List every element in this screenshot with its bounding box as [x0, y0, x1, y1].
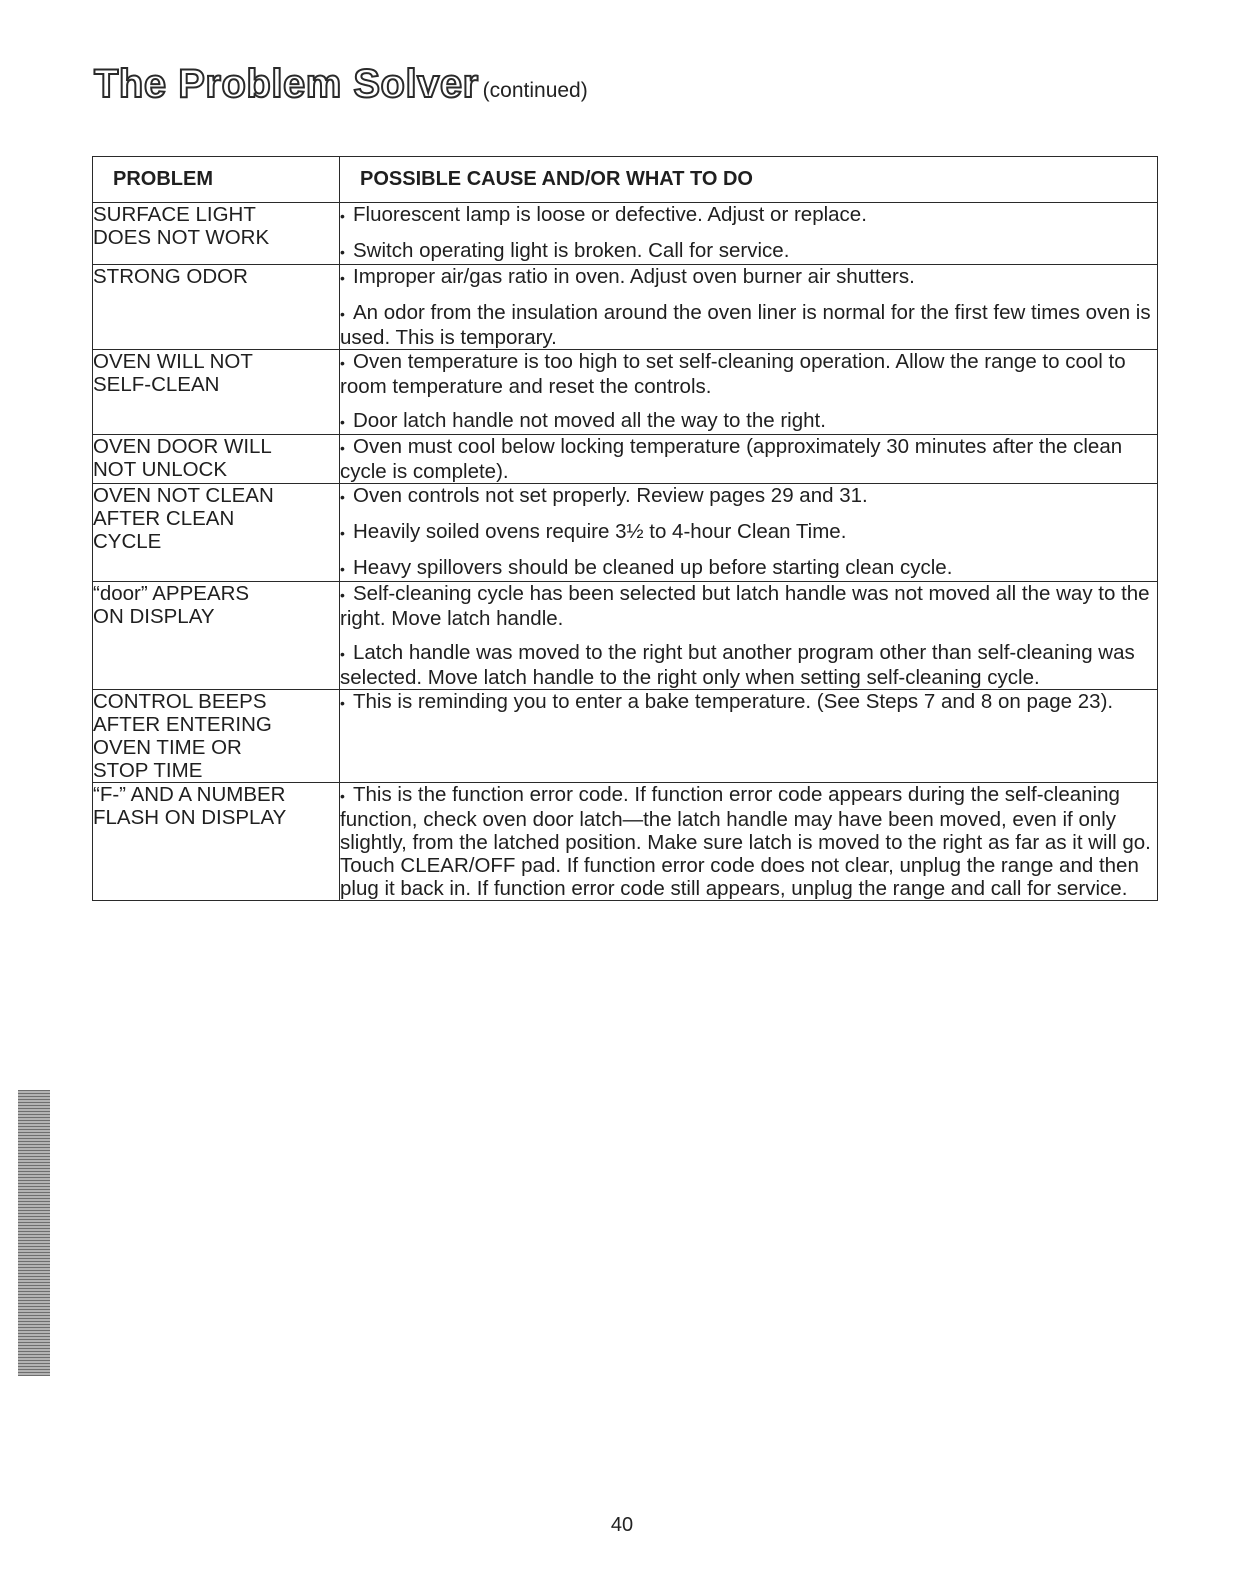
cause-item [340, 435, 1157, 483]
cause-item [340, 203, 1157, 228]
table-row [93, 265, 1158, 350]
cause-text: Latch handle was moved to the right but another program other than self-cleaning was selected. Move latch handle to the right only when setting self-cleaning cycle. [340, 641, 1135, 689]
table-row [93, 783, 1158, 901]
problem-text-line: SURFACE LIGHT [93, 203, 256, 226]
cause-item [340, 409, 1157, 434]
problem-cell [93, 435, 340, 484]
table-row [93, 350, 1158, 435]
problem-cell [93, 484, 340, 582]
problem-cell [93, 350, 340, 435]
problem-text-line: OVEN DOOR WILL [93, 435, 272, 458]
bullet-icon: • [340, 355, 345, 371]
cause-text: Switch operating light is broken. Call for service. [353, 239, 790, 262]
problem-text-line: OVEN TIME OR [93, 736, 242, 759]
problem-text-line: OVEN WILL NOT [93, 350, 253, 373]
cause-text: Fluorescent lamp is loose or defective. Adjust or replace. [353, 203, 867, 226]
problem-text-line: “F-” AND A NUMBER [93, 783, 286, 806]
cause-item [340, 265, 1157, 290]
cause-text: Heavy spillovers should be cleaned up before starting clean cycle. [353, 556, 953, 579]
cause-cell [340, 203, 1158, 265]
problem-cell [93, 582, 340, 690]
cause-cell [340, 690, 1158, 783]
cause-text: Oven controls not set properly. Review pages 29 and 31. [353, 484, 868, 507]
problem-text-line: NOT UNLOCK [93, 458, 228, 481]
problem-cell [93, 690, 340, 783]
bullet-icon: • [340, 788, 345, 804]
table-header-row [93, 157, 1158, 203]
cause-cell [340, 435, 1158, 484]
bullet-icon: • [340, 525, 345, 541]
bullet-icon: • [340, 440, 345, 456]
problem-cell [93, 783, 340, 901]
table-row [93, 690, 1158, 783]
page-title [94, 64, 588, 104]
header-problem: PROBLEM [93, 157, 340, 203]
cause-text: Door latch handle not moved all the way to the right. [353, 409, 826, 432]
cause-item [340, 783, 1157, 900]
cause-text: This is the function error code. If function error code appears during the self-cleaning function, check oven door latch—the latch handle may have been moved, even if only slightly, from the latched position. Make sure latch is moved to the right as far as it will go. Touch CLEAR/OFF pad. If function error code does not clear, unplug the range and then plug it back in. If function error code still appears, unplug the range and call for service. [340, 783, 1151, 900]
cause-text: An odor from the insulation around the oven liner is normal for the first few times oven is used. This is temporary. [340, 301, 1151, 349]
page-title-suffix: (continued) [482, 79, 588, 102]
table-row [93, 435, 1158, 484]
cause-text: Improper air/gas ratio in oven. Adjust oven burner air shutters. [353, 265, 915, 288]
cause-item [340, 301, 1157, 349]
bullet-icon: • [340, 244, 345, 260]
cause-text: Oven must cool below locking temperature (approximately 30 minutes after the clean cycle is complete). [340, 435, 1123, 483]
cause-text: Heavily soiled ovens require 3½ to 4-hour Clean Time. [353, 520, 847, 543]
cause-cell [340, 350, 1158, 435]
problem-text-line: AFTER CLEAN [93, 507, 235, 530]
cause-cell [340, 265, 1158, 350]
cause-item [340, 690, 1157, 715]
page-number: 40 [610, 1514, 634, 1536]
problem-text-line: OVEN NOT CLEAN [93, 484, 274, 507]
cause-text: Oven temperature is too high to set self-cleaning operation. Allow the range to cool to room temperature and reset the controls. [340, 350, 1126, 398]
cause-item [340, 556, 1157, 581]
problem-text-line: AFTER ENTERING [93, 713, 272, 736]
cause-cell [340, 582, 1158, 690]
problem-text-line: FLASH ON DISPLAY [93, 806, 287, 829]
cause-item [340, 520, 1157, 545]
cause-item [340, 582, 1157, 630]
bullet-icon: • [340, 561, 345, 577]
problem-cell [93, 203, 340, 265]
bullet-icon: • [340, 489, 345, 505]
cause-text: Self-cleaning cycle has been selected but latch handle was not moved all the way to the right. Move latch handle. [340, 582, 1150, 630]
problem-cell [93, 265, 340, 350]
problem-text-line: DOES NOT WORK [93, 226, 270, 249]
bullet-icon: • [340, 414, 345, 430]
problem-text-line: STRONG ODOR [93, 265, 248, 288]
cause-cell [340, 484, 1158, 582]
problem-text-line: CYCLE [93, 530, 162, 553]
problem-text-line: SELF-CLEAN [93, 373, 220, 396]
cause-item [340, 484, 1157, 509]
bullet-icon: • [340, 208, 345, 224]
cause-text: This is reminding you to enter a bake temperature. (See Steps 7 and 8 on page 23). [353, 690, 1114, 713]
table-row [93, 582, 1158, 690]
bullet-icon: • [340, 695, 345, 711]
table-row [93, 203, 1158, 265]
bullet-icon: • [340, 646, 345, 662]
bullet-icon: • [340, 306, 345, 322]
table-row [93, 484, 1158, 582]
bullet-icon: • [340, 587, 345, 603]
cause-item [340, 641, 1157, 689]
side-tab-marker [18, 1090, 50, 1376]
problem-text-line: STOP TIME [93, 759, 203, 782]
table-body [93, 203, 1158, 901]
cause-item [340, 350, 1157, 398]
bullet-icon: • [340, 270, 345, 286]
header-cause: POSSIBLE CAUSE AND/OR WHAT TO DO [340, 157, 1158, 203]
problem-solver-table [92, 156, 1158, 901]
cause-item [340, 239, 1157, 264]
problem-text-line: “door” APPEARS [93, 582, 250, 605]
page-title-main: The Problem Solver [94, 62, 479, 106]
problem-text-line: ON DISPLAY [93, 605, 215, 628]
problem-text-line: CONTROL BEEPS [93, 690, 267, 713]
cause-cell [340, 783, 1158, 901]
